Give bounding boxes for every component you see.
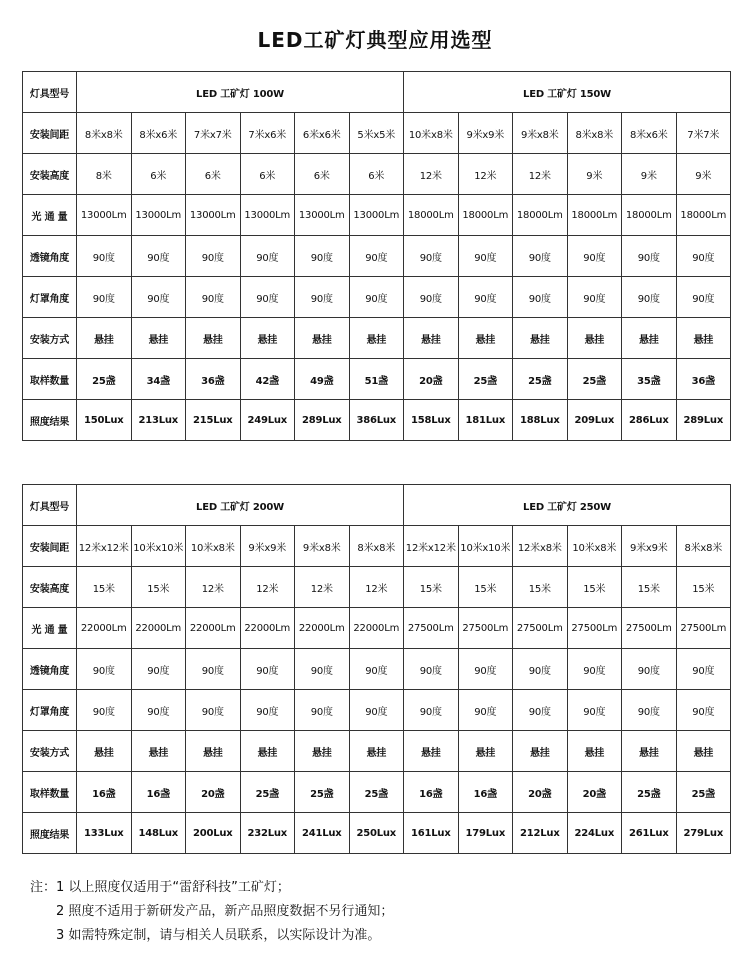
cell-count: 25盏 (567, 359, 622, 400)
cell-lens-angle: 90度 (295, 236, 350, 277)
cell-spacing: 12米x8米 (513, 526, 568, 567)
cell-spacing: 7米7米 (676, 113, 731, 154)
cell-count: 25盏 (240, 772, 295, 813)
table-row (23, 277, 731, 318)
row-label-mount: 安装方式 (23, 731, 77, 772)
cell-mount: 悬挂 (77, 731, 132, 772)
cell-spacing: 10米x8米 (404, 113, 459, 154)
cell-height: 15米 (131, 567, 186, 608)
table-row (23, 318, 731, 359)
cell-count: 16盏 (404, 772, 459, 813)
cell-cover-angle: 90度 (349, 690, 404, 731)
cell-flux: 18000Lm (513, 195, 568, 236)
cell-flux: 13000Lm (349, 195, 404, 236)
cell-flux: 27500Lm (567, 608, 622, 649)
cell-cover-angle: 90度 (676, 690, 731, 731)
cell-spacing: 8米x8米 (676, 526, 731, 567)
cell-illuminance: 158Lux (404, 400, 459, 441)
cell-cover-angle: 90度 (77, 690, 132, 731)
cell-mount: 悬挂 (131, 731, 186, 772)
cell-lens-angle: 90度 (458, 236, 513, 277)
table-row (23, 359, 731, 400)
cell-flux: 22000Lm (77, 608, 132, 649)
cell-lens-angle: 90度 (458, 649, 513, 690)
cell-illuminance: 279Lux (676, 813, 731, 854)
cell-mount: 悬挂 (567, 731, 622, 772)
cell-count: 35盏 (622, 359, 677, 400)
cell-illuminance: 241Lux (295, 813, 350, 854)
cell-lens-angle: 90度 (186, 236, 241, 277)
row-label-model: 灯具型号 (23, 485, 77, 526)
cell-count: 25盏 (676, 772, 731, 813)
cell-flux: 13000Lm (295, 195, 350, 236)
cell-illuminance: 150Lux (77, 400, 132, 441)
cell-cover-angle: 90度 (131, 277, 186, 318)
row-label-count: 取样数量 (23, 772, 77, 813)
row-label-lens-angle: 透镜角度 (23, 236, 77, 277)
cell-flux: 27500Lm (676, 608, 731, 649)
cell-illuminance: 289Lux (295, 400, 350, 441)
cell-height: 12米 (513, 154, 568, 195)
cell-spacing: 8米x8米 (349, 526, 404, 567)
table-row (23, 649, 731, 690)
notes (30, 876, 730, 948)
cell-illuminance: 148Lux (131, 813, 186, 854)
cell-spacing: 5米x5米 (349, 113, 404, 154)
note-line-3: 3 如需特殊定制，请与相关人员联系，以实际设计为准。 (56, 928, 381, 943)
cell-count: 25盏 (295, 772, 350, 813)
cell-flux: 13000Lm (186, 195, 241, 236)
cell-lens-angle: 90度 (240, 649, 295, 690)
cell-spacing: 10米x8米 (567, 526, 622, 567)
cell-mount: 悬挂 (513, 318, 568, 359)
row-label-spacing: 安装间距 (23, 113, 77, 154)
table-row (23, 731, 731, 772)
cell-height: 8米 (77, 154, 132, 195)
cell-height: 15米 (513, 567, 568, 608)
row-label-height: 安装高度 (23, 154, 77, 195)
cell-height: 6米 (186, 154, 241, 195)
cell-mount: 悬挂 (513, 731, 568, 772)
table-row (23, 113, 731, 154)
cell-mount: 悬挂 (240, 318, 295, 359)
cell-cover-angle: 90度 (567, 277, 622, 318)
cell-lens-angle: 90度 (404, 236, 459, 277)
cell-height: 12米 (295, 567, 350, 608)
table-row (23, 526, 731, 567)
row-label-illuminance: 照度结果 (23, 813, 77, 854)
cell-flux: 18000Lm (622, 195, 677, 236)
cell-lens-angle: 90度 (186, 649, 241, 690)
row-label-flux: 光 通 量 (23, 608, 77, 649)
cell-cover-angle: 90度 (404, 277, 459, 318)
cell-count: 25盏 (349, 772, 404, 813)
cell-lens-angle: 90度 (77, 649, 132, 690)
cell-height: 9米 (622, 154, 677, 195)
cell-cover-angle: 90度 (513, 690, 568, 731)
cell-mount: 悬挂 (77, 318, 132, 359)
cell-count: 25盏 (77, 359, 132, 400)
cell-count: 34盏 (131, 359, 186, 400)
cell-count: 25盏 (622, 772, 677, 813)
table-row (23, 772, 731, 813)
cell-count: 36盏 (186, 359, 241, 400)
cell-cover-angle: 90度 (676, 277, 731, 318)
cell-height: 6米 (295, 154, 350, 195)
cell-flux: 18000Lm (458, 195, 513, 236)
cell-illuminance: 133Lux (77, 813, 132, 854)
cell-illuminance: 286Lux (622, 400, 677, 441)
cell-flux: 22000Lm (186, 608, 241, 649)
cell-cover-angle: 90度 (240, 690, 295, 731)
row-label-spacing: 安装间距 (23, 526, 77, 567)
cell-spacing: 9米x9米 (240, 526, 295, 567)
cell-count: 51盏 (349, 359, 404, 400)
cell-count: 36盏 (676, 359, 731, 400)
cell-mount: 悬挂 (186, 318, 241, 359)
cell-height: 12米 (404, 154, 459, 195)
cell-flux: 13000Lm (77, 195, 132, 236)
cell-illuminance: 215Lux (186, 400, 241, 441)
cell-spacing: 8米x8米 (77, 113, 132, 154)
cell-illuminance: 386Lux (349, 400, 404, 441)
cell-spacing: 12米x12米 (404, 526, 459, 567)
cell-mount: 悬挂 (622, 731, 677, 772)
table-row (23, 154, 731, 195)
cell-cover-angle: 90度 (513, 277, 568, 318)
cell-lens-angle: 90度 (676, 649, 731, 690)
cell-illuminance: 232Lux (240, 813, 295, 854)
cell-flux: 27500Lm (622, 608, 677, 649)
cell-lens-angle: 90度 (349, 649, 404, 690)
cell-spacing: 9米x8米 (295, 526, 350, 567)
cell-height: 6米 (240, 154, 295, 195)
cell-flux: 22000Lm (349, 608, 404, 649)
cell-flux: 27500Lm (404, 608, 459, 649)
cell-cover-angle: 90度 (240, 277, 295, 318)
cell-illuminance: 161Lux (404, 813, 459, 854)
row-label-flux: 光 通 量 (23, 195, 77, 236)
cell-flux: 22000Lm (131, 608, 186, 649)
cell-count: 16盏 (77, 772, 132, 813)
cell-cover-angle: 90度 (567, 690, 622, 731)
cell-illuminance: 213Lux (131, 400, 186, 441)
cell-count: 20盏 (513, 772, 568, 813)
row-label-height: 安装高度 (23, 567, 77, 608)
cell-flux: 22000Lm (240, 608, 295, 649)
cell-mount: 悬挂 (240, 731, 295, 772)
table-row (23, 195, 731, 236)
cell-count: 20盏 (186, 772, 241, 813)
cell-illuminance: 250Lux (349, 813, 404, 854)
cell-spacing: 10米x8米 (186, 526, 241, 567)
table-row (23, 400, 731, 441)
cell-flux: 27500Lm (458, 608, 513, 649)
cell-count: 20盏 (567, 772, 622, 813)
cell-cover-angle: 90度 (458, 690, 513, 731)
note-line-2: 2 照度不适用于新研发产品，新产品照度数据不另行通知； (56, 904, 394, 919)
cell-cover-angle: 90度 (622, 690, 677, 731)
table-row (23, 608, 731, 649)
cell-mount: 悬挂 (349, 731, 404, 772)
cell-lens-angle: 90度 (404, 649, 459, 690)
cell-height: 12米 (240, 567, 295, 608)
row-label-cover-angle: 灯罩角度 (23, 690, 77, 731)
cell-lens-angle: 90度 (349, 236, 404, 277)
cell-lens-angle: 90度 (567, 649, 622, 690)
cell-mount: 悬挂 (676, 318, 731, 359)
cell-flux: 18000Lm (676, 195, 731, 236)
cell-lens-angle: 90度 (131, 236, 186, 277)
cell-cover-angle: 90度 (458, 277, 513, 318)
table-row (23, 690, 731, 731)
page-title: LED工矿灯典型应用选型 (257, 28, 493, 52)
note-prefix: 注： (30, 880, 57, 895)
cell-mount: 悬挂 (131, 318, 186, 359)
cell-count: 25盏 (458, 359, 513, 400)
cell-cover-angle: 90度 (404, 690, 459, 731)
cell-count: 49盏 (295, 359, 350, 400)
cell-spacing: 8米x6米 (622, 113, 677, 154)
cell-height: 9米 (567, 154, 622, 195)
model-header: LED 工矿灯 100W (77, 72, 404, 113)
cell-height: 12米 (349, 567, 404, 608)
cell-illuminance: 224Lux (567, 813, 622, 854)
cell-height: 12米 (186, 567, 241, 608)
cell-cover-angle: 90度 (186, 277, 241, 318)
cell-count: 20盏 (404, 359, 459, 400)
cell-height: 15米 (567, 567, 622, 608)
cell-lens-angle: 90度 (77, 236, 132, 277)
cell-illuminance: 179Lux (458, 813, 513, 854)
cell-height: 12米 (458, 154, 513, 195)
cell-flux: 22000Lm (295, 608, 350, 649)
cell-mount: 悬挂 (404, 731, 459, 772)
cell-count: 16盏 (131, 772, 186, 813)
cell-spacing: 9米x8米 (513, 113, 568, 154)
cell-mount: 悬挂 (295, 318, 350, 359)
cell-illuminance: 200Lux (186, 813, 241, 854)
cell-lens-angle: 90度 (622, 649, 677, 690)
cell-cover-angle: 90度 (349, 277, 404, 318)
cell-mount: 悬挂 (349, 318, 404, 359)
row-label-model: 灯具型号 (23, 72, 77, 113)
note-line-1: 注：1 以上照度仅适用于“雷舒科技”工矿灯； (30, 880, 290, 895)
cell-spacing: 6米x6米 (295, 113, 350, 154)
cell-mount: 悬挂 (622, 318, 677, 359)
spec-table-1 (22, 71, 731, 441)
cell-mount: 悬挂 (404, 318, 459, 359)
cell-cover-angle: 90度 (77, 277, 132, 318)
cell-lens-angle: 90度 (567, 236, 622, 277)
model-header: LED 工矿灯 200W (77, 485, 404, 526)
cell-cover-angle: 90度 (186, 690, 241, 731)
cell-flux: 27500Lm (513, 608, 568, 649)
cell-spacing: 9米x9米 (622, 526, 677, 567)
cell-cover-angle: 90度 (131, 690, 186, 731)
cell-cover-angle: 90度 (295, 277, 350, 318)
row-label-cover-angle: 灯罩角度 (23, 277, 77, 318)
cell-lens-angle: 90度 (513, 649, 568, 690)
cell-illuminance: 212Lux (513, 813, 568, 854)
spec-table-2 (22, 484, 731, 854)
model-header: LED 工矿灯 150W (404, 72, 731, 113)
cell-spacing: 12米x12米 (77, 526, 132, 567)
cell-spacing: 9米x9米 (458, 113, 513, 154)
cell-mount: 悬挂 (567, 318, 622, 359)
cell-lens-angle: 90度 (131, 649, 186, 690)
cell-illuminance: 209Lux (567, 400, 622, 441)
cell-spacing: 10米x10米 (131, 526, 186, 567)
table-row (23, 236, 731, 277)
cell-lens-angle: 90度 (240, 236, 295, 277)
cell-flux: 18000Lm (567, 195, 622, 236)
row-label-illuminance: 照度结果 (23, 400, 77, 441)
cell-height: 15米 (404, 567, 459, 608)
cell-height: 6米 (349, 154, 404, 195)
cell-height: 15米 (622, 567, 677, 608)
cell-height: 6米 (131, 154, 186, 195)
model-header: LED 工矿灯 250W (404, 485, 731, 526)
table-row (23, 813, 731, 854)
cell-illuminance: 181Lux (458, 400, 513, 441)
table-row (23, 567, 731, 608)
cell-mount: 悬挂 (186, 731, 241, 772)
header-row (23, 72, 731, 113)
cell-spacing: 10米x10米 (458, 526, 513, 567)
cell-mount: 悬挂 (458, 318, 513, 359)
cell-illuminance: 289Lux (676, 400, 731, 441)
cell-flux: 13000Lm (131, 195, 186, 236)
cell-mount: 悬挂 (458, 731, 513, 772)
cell-height: 9米 (676, 154, 731, 195)
row-label-mount: 安装方式 (23, 318, 77, 359)
row-label-lens-angle: 透镜角度 (23, 649, 77, 690)
cell-spacing: 7米x6米 (240, 113, 295, 154)
cell-count: 25盏 (513, 359, 568, 400)
cell-height: 15米 (458, 567, 513, 608)
cell-height: 15米 (77, 567, 132, 608)
cell-illuminance: 261Lux (622, 813, 677, 854)
header-row (23, 485, 731, 526)
cell-mount: 悬挂 (295, 731, 350, 772)
cell-cover-angle: 90度 (622, 277, 677, 318)
cell-flux: 13000Lm (240, 195, 295, 236)
cell-cover-angle: 90度 (295, 690, 350, 731)
cell-flux: 18000Lm (404, 195, 459, 236)
cell-height: 15米 (676, 567, 731, 608)
cell-lens-angle: 90度 (513, 236, 568, 277)
cell-spacing: 8米x8米 (567, 113, 622, 154)
cell-spacing: 8米x6米 (131, 113, 186, 154)
cell-count: 42盏 (240, 359, 295, 400)
cell-illuminance: 188Lux (513, 400, 568, 441)
cell-lens-angle: 90度 (622, 236, 677, 277)
cell-mount: 悬挂 (676, 731, 731, 772)
cell-lens-angle: 90度 (676, 236, 731, 277)
cell-count: 16盏 (458, 772, 513, 813)
cell-spacing: 7米x7米 (186, 113, 241, 154)
cell-illuminance: 249Lux (240, 400, 295, 441)
row-label-count: 取样数量 (23, 359, 77, 400)
cell-lens-angle: 90度 (295, 649, 350, 690)
